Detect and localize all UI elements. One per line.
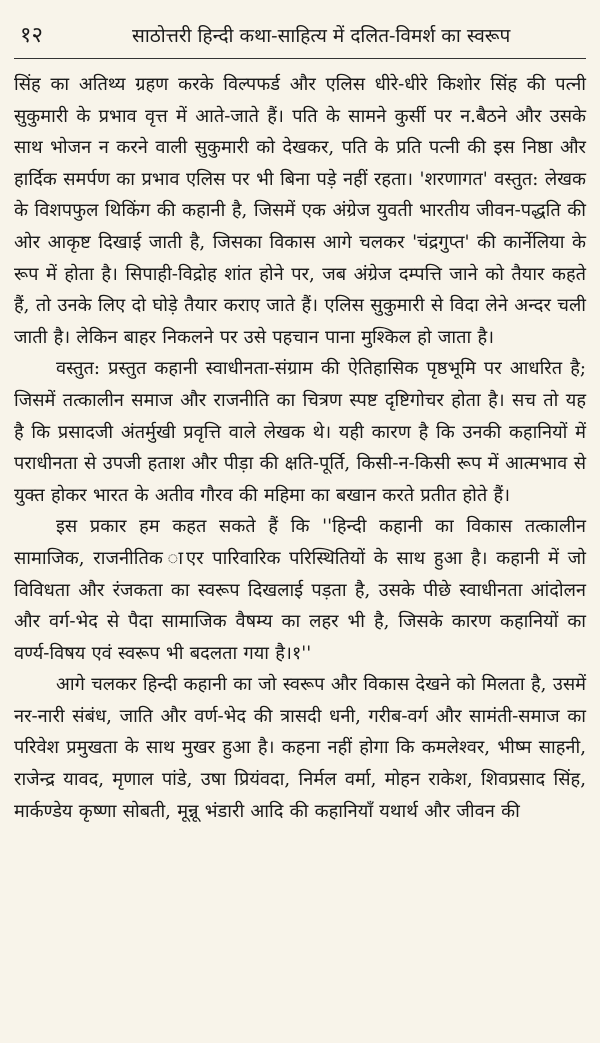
body-text (14, 69, 586, 827)
paragraph-quotation: इस प्रकार हम कहत सकते हैं कि ''हिन्दी कहानी का विकास तत्कालीन सामाजिक, राजनीतिक ाएर पारिवारिक परिस्थितियों के साथ हुआ है। कहानी में जो विविधता और रंजकता का स्वरूप दिखलाई पड़ता है, उसके पीछे स्वाधीनता आंदोलन और वर्ग-भेद से पैदा सामाजिक वैषम्य का लहर भी है, जिसके कारण कहानियों का वर्ण्य-विषय एवं स्वरूप भी बदलता गया है।१'' (14, 516, 586, 664)
paragraph: आगे चलकर हिन्दी कहानी का जो स्वरूप और विकास देखने को मिलता है, उसमें नर-नारी संबंध, जाति और वर्ण-भेद की त्रासदी धनी, गरीब-वर्ग और सामंती-समाज का परिवेश प्रमुखता के साथ मुखर हुआ है। कहना नहीं होगा कि कमलेश्वर, भीष्म साहनी, राजेन्द्र यावद, मृणाल पांडे, उषा प्रियंवदा, निर्मल वर्मा, मोहन राकेश, शिवप्रसाद सिंह, मार्कण्डेय कृष्णा सोबती, मून्नू भंडारी आदि की कहानियाँ यथार्थ और जीवन की (14, 674, 586, 822)
running-title: साठोत्तरी हिन्दी कथा-साहित्य में दलित-विमर्श का स्वरूप (132, 25, 511, 47)
paragraph-continued: सिंह का अतिथ्य ग्रहण करके विल्पफर्ड और एलिस धीरे-धीरे किशोर सिंह की पत्नी सुकुमारी के प्रभाव वृत्त में आते-जाते हैं। पति के सामने कुर्सी पर न.बैठने और उसके साथ भोजन न करने वाली सुकुमारी को देखकर, पति के प्रति पत्नी की इस निष्ठा और हार्दिक समर्पण का प्रभाव एलिस पर भी बिना पड़े नहीं रहता। 'शरणागत' वस्तुत: लेखक के विशपफुल थिकिंग की कहानी है, जिसमें एक अंग्रेज युवती भारतीय जीवन-पद्धति की ओर आकृष्ट दिखाई जाती है, जिसका विकास आगे चलकर 'चंद्रगुप्त' की कार्नेलिया के रूप में होता है। सिपाही-विद्रोह शांत होने पर, जब अंग्रेज दम्पत्ति जाने को तैयार कहते हैं, तो उनके लिए दो घोड़े तैयार कराए जाते हैं। एलिस सुकुमारी से विदा लेने अन्दर चली जाती है। लेकिन बाहर निकलने पर उसे पहचान पाना मुश्किल हो जाता है। (14, 74, 586, 348)
paragraph: वस्तुत: प्रस्तुत कहानी स्वाधीनता-संग्राम की ऐतिहासिक पृष्ठभूमि पर आधरित है; जिसमें तत्कालीन समाज और राजनीति का चित्रण स्पष्ट दृष्टिगोचर होता है। सच तो यह है कि प्रसादजी अंतर्मुखी प्रवृत्ति वाले लेखक थे। यही कारण है कि उनकी कहानियों में पराधीनता से उपजी हताश और पीड़ा की क्षति-पूर्ति, किसी-न-किसी रूप में आत्मभाव से युक्त होकर भारत के अतीव गौरव की महिमा का बखान करते प्रतीत होते हैं। (14, 358, 586, 506)
page-number: १२ (20, 23, 43, 48)
page-header (14, 22, 586, 59)
